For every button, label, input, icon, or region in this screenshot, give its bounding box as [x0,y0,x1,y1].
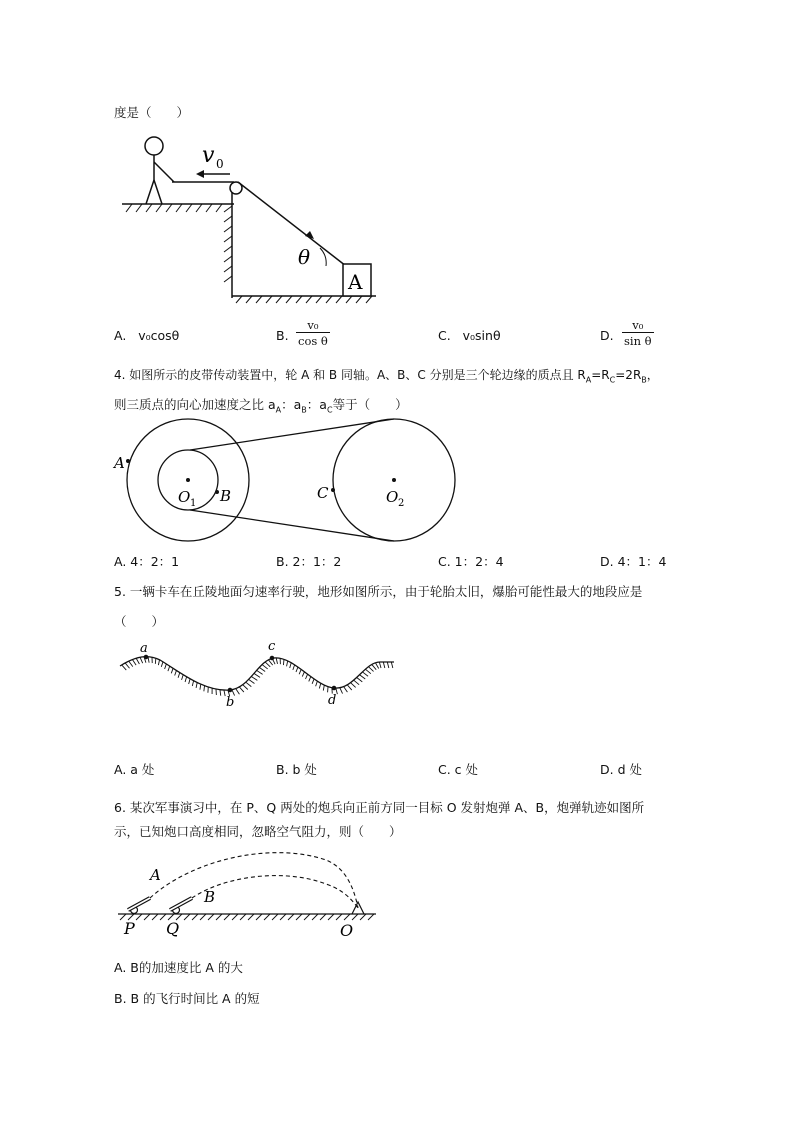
q5-option-d[interactable]: D. d 处 [600,762,642,777]
question-fragment: 度是（ ） [114,105,190,120]
q3-option-b-fraction: $\frac{\text{v₀}}{\text{cos θ}}$ [298,318,328,348]
pulley-figure [118,132,388,307]
q4-text-line1: 4. 如图所示的皮带传动装置中，轮 A 和 B 同轴。A、B、C 分别是三个轮边缘的质点且 $R_A=R_C=2R_B$， [114,368,659,385]
point-b-label: b [226,695,235,710]
q4-option-a[interactable]: A. 4：2：1 [114,554,180,569]
point-p-label: P [124,919,135,938]
point-d-label: d [328,693,337,708]
q6-option-b[interactable]: B. B 的飞行时间比 A 的短 [114,991,260,1006]
trajectory-b-label: B [204,888,216,906]
q3-option-b-letter[interactable]: B. [276,328,289,343]
q4-text-line2: 则三质点的向心加速度之比 $a_A$：$a_B$：$a_C$等于（ ） [114,397,408,415]
o2-subscript: 2 [398,498,405,509]
q3-option-d-fraction: $\frac{\text{v₀}}{\text{sin θ}}$ [624,318,652,348]
projectile-figure [114,848,384,940]
o1-subscript: 1 [190,498,197,509]
v0-label: v [202,143,215,168]
o1-label: O [178,488,191,506]
q6-text-line1: 6. 某次军事演习中，在 P、Q 两处的炮兵向正前方同一目标 O 发射炮弹 A、B，炮弹轨迹如图所 [114,800,645,815]
point-c-label: c [268,640,276,654]
cannon-q-icon [170,898,192,914]
o2-label: O [386,488,399,506]
cannon-p-icon [128,898,150,914]
theta-label: θ [298,245,311,269]
q6-option-a[interactable]: A. B的加速度比 A 的大 [114,960,243,975]
q4-option-d[interactable]: D. 4：1：4 [600,554,667,569]
q5-text-line2: （ ） [114,614,165,629]
point-q-label: Q [166,919,180,938]
belt-drive-figure [110,412,470,547]
box-a-label: A [348,270,363,294]
q3-option-d-letter[interactable]: D. [600,328,614,343]
q5-text-line1: 5. 一辆卡车在丘陵地面匀速率行驶，地形如图所示，由于轮胎太旧，爆胎可能性最大的地段应是 [114,584,643,599]
q4-option-c[interactable]: C. 1：2：4 [438,554,504,569]
point-a-label: A [114,454,125,472]
q5-option-a[interactable]: A. a 处 [114,762,155,777]
point-a-label: a [140,641,148,656]
q3-option-a[interactable]: A. v₀cosθ [114,328,180,343]
terrain-figure [118,640,398,710]
q6-text-line2: 示，已知炮口高度相同，忽略空气阻力，则（ ） [114,824,402,839]
q5-option-c[interactable]: C. c 处 [438,762,479,777]
point-c-label: C [317,484,329,502]
point-b-label: B [220,487,232,505]
v0-subscript: 0 [216,157,224,171]
point-o-label: O [340,921,354,940]
q4-option-b[interactable]: B. 2：1：2 [276,554,342,569]
q5-option-b[interactable]: B. b 处 [276,762,317,777]
q3-option-c[interactable]: C. v₀sinθ [438,328,501,343]
trajectory-a-label: A [150,866,161,884]
